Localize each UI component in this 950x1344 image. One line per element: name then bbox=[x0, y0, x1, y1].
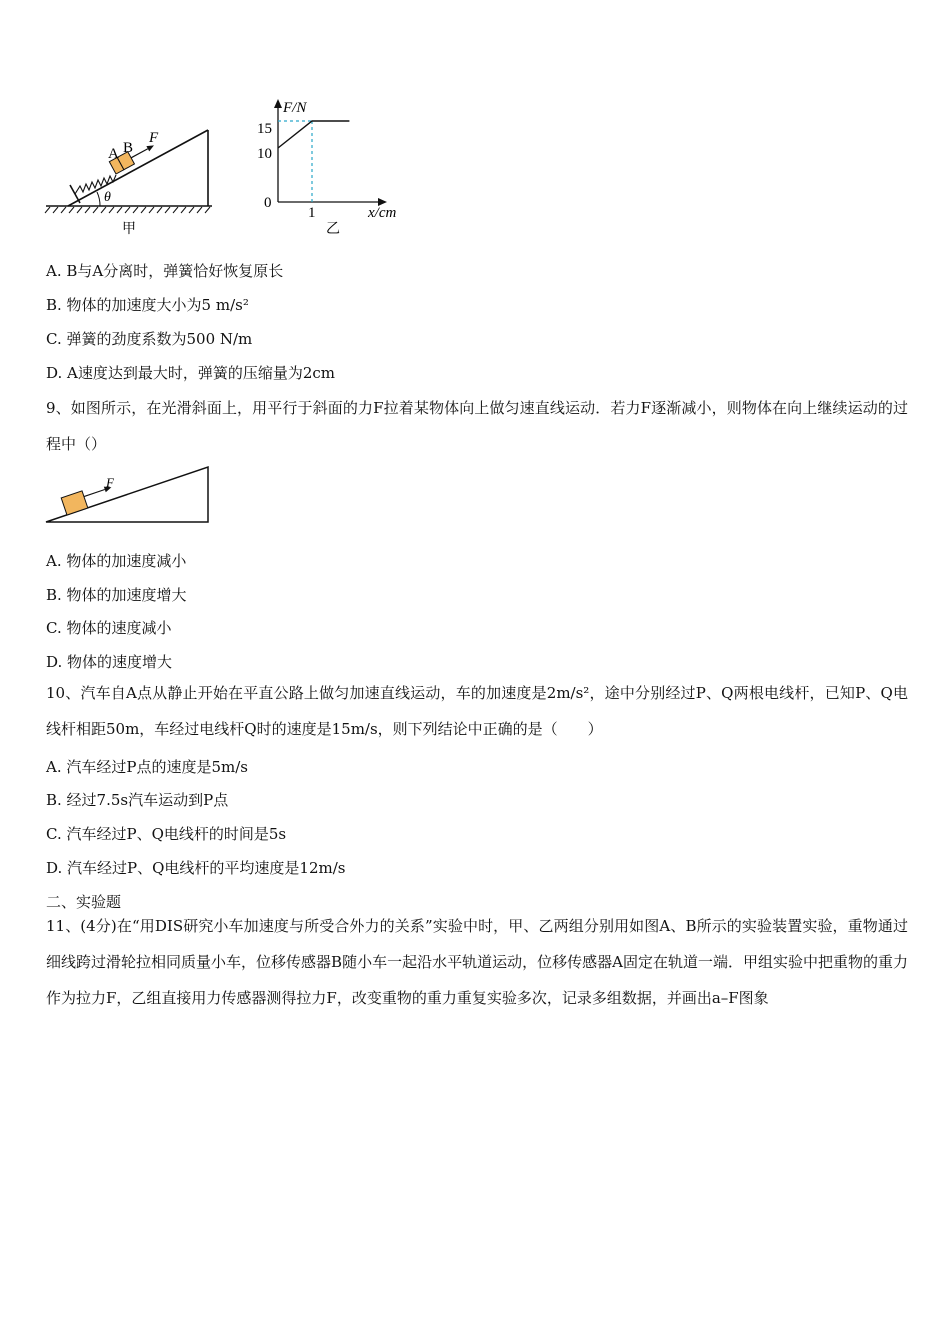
figure-incline bbox=[40, 464, 215, 529]
figure-jia bbox=[40, 100, 220, 240]
q10-stem: 10、汽车自A点从静止开始在平直公路上做匀加速直线运动，车的加速度是2m/s²，途中分别经过P、Q两根电线杆，已知P、Q电线杆相距50m，车经过电线杆Q时的速度是15m/s，则下列结论中正确的是（ ） bbox=[46, 684, 908, 738]
q8-option-a: A. B与A分离时，弹簧恰好恢复原长 bbox=[46, 262, 284, 280]
q10-option-b: B. 经过7.5s汽车运动到P点 bbox=[46, 791, 229, 809]
q11-stem: 11、(4分)在“用DIS研究小车加速度与所受合外力的关系”实验中时，甲、乙两组分别用如图A、B所示的实验装置实验，重物通过细线跨过滑轮拉相同质量小车，位移传感器B随小车一起沿水平轨道运动，位移传感器A固定在轨道一端．甲组实验中把重物的重力作为拉力F，乙组直接用力传感器测得拉力F，改变重物的重力重复实验多次，记录多组数据，并画出a–F图象 bbox=[46, 917, 908, 1007]
caption-jia: 甲 bbox=[122, 221, 136, 237]
label-theta: θ bbox=[104, 190, 111, 205]
q9-option-d: D. 物体的速度增大 bbox=[46, 653, 173, 671]
force-line bbox=[278, 121, 349, 148]
q9-option-a: A. 物体的加速度减小 bbox=[46, 552, 187, 570]
caption-yi: 乙 bbox=[326, 221, 340, 237]
q8-option-b: B. 物体的加速度大小为5 m/s² bbox=[46, 296, 249, 314]
figure-yi bbox=[250, 96, 420, 241]
q10-option-a: A. 汽车经过P点的速度是5m/s bbox=[46, 758, 248, 776]
label-a: A bbox=[108, 146, 119, 162]
q8-option-d: D. A速度达到最大时，弹簧的压缩量为2cm bbox=[46, 364, 336, 382]
label-b: B bbox=[123, 140, 134, 156]
q10-option-d: D. 汽车经过P、Q电线杆的平均速度是12m/s bbox=[46, 859, 346, 877]
tick-15: 15 bbox=[257, 121, 272, 137]
q9-stem: 9、如图所示，在光滑斜面上，用平行于斜面的力F拉着某物体向上做匀速直线运动．若力F逐渐减小，则物体在向上继续运动的过程中（） bbox=[46, 399, 908, 453]
q10-option-c: C. 汽车经过P、Q电线杆的时间是5s bbox=[46, 825, 287, 843]
q8-option-c: C. 弹簧的劲度系数为500 N/m bbox=[46, 330, 253, 348]
axis-label-y: F/N bbox=[283, 100, 307, 116]
tick-10: 10 bbox=[257, 146, 272, 162]
axis-label-x: x/cm bbox=[368, 205, 397, 221]
tick-1: 1 bbox=[308, 205, 316, 221]
dashed-guides bbox=[278, 121, 312, 202]
label-f: F bbox=[106, 475, 114, 490]
q9-option-b: B. 物体的加速度增大 bbox=[46, 586, 187, 604]
q9-option-c: C. 物体的速度减小 bbox=[46, 619, 172, 637]
tick-origin: 0 bbox=[264, 195, 272, 211]
block bbox=[61, 491, 88, 515]
label-f: F bbox=[149, 130, 159, 146]
section-title: 二、实验题 bbox=[46, 893, 122, 911]
